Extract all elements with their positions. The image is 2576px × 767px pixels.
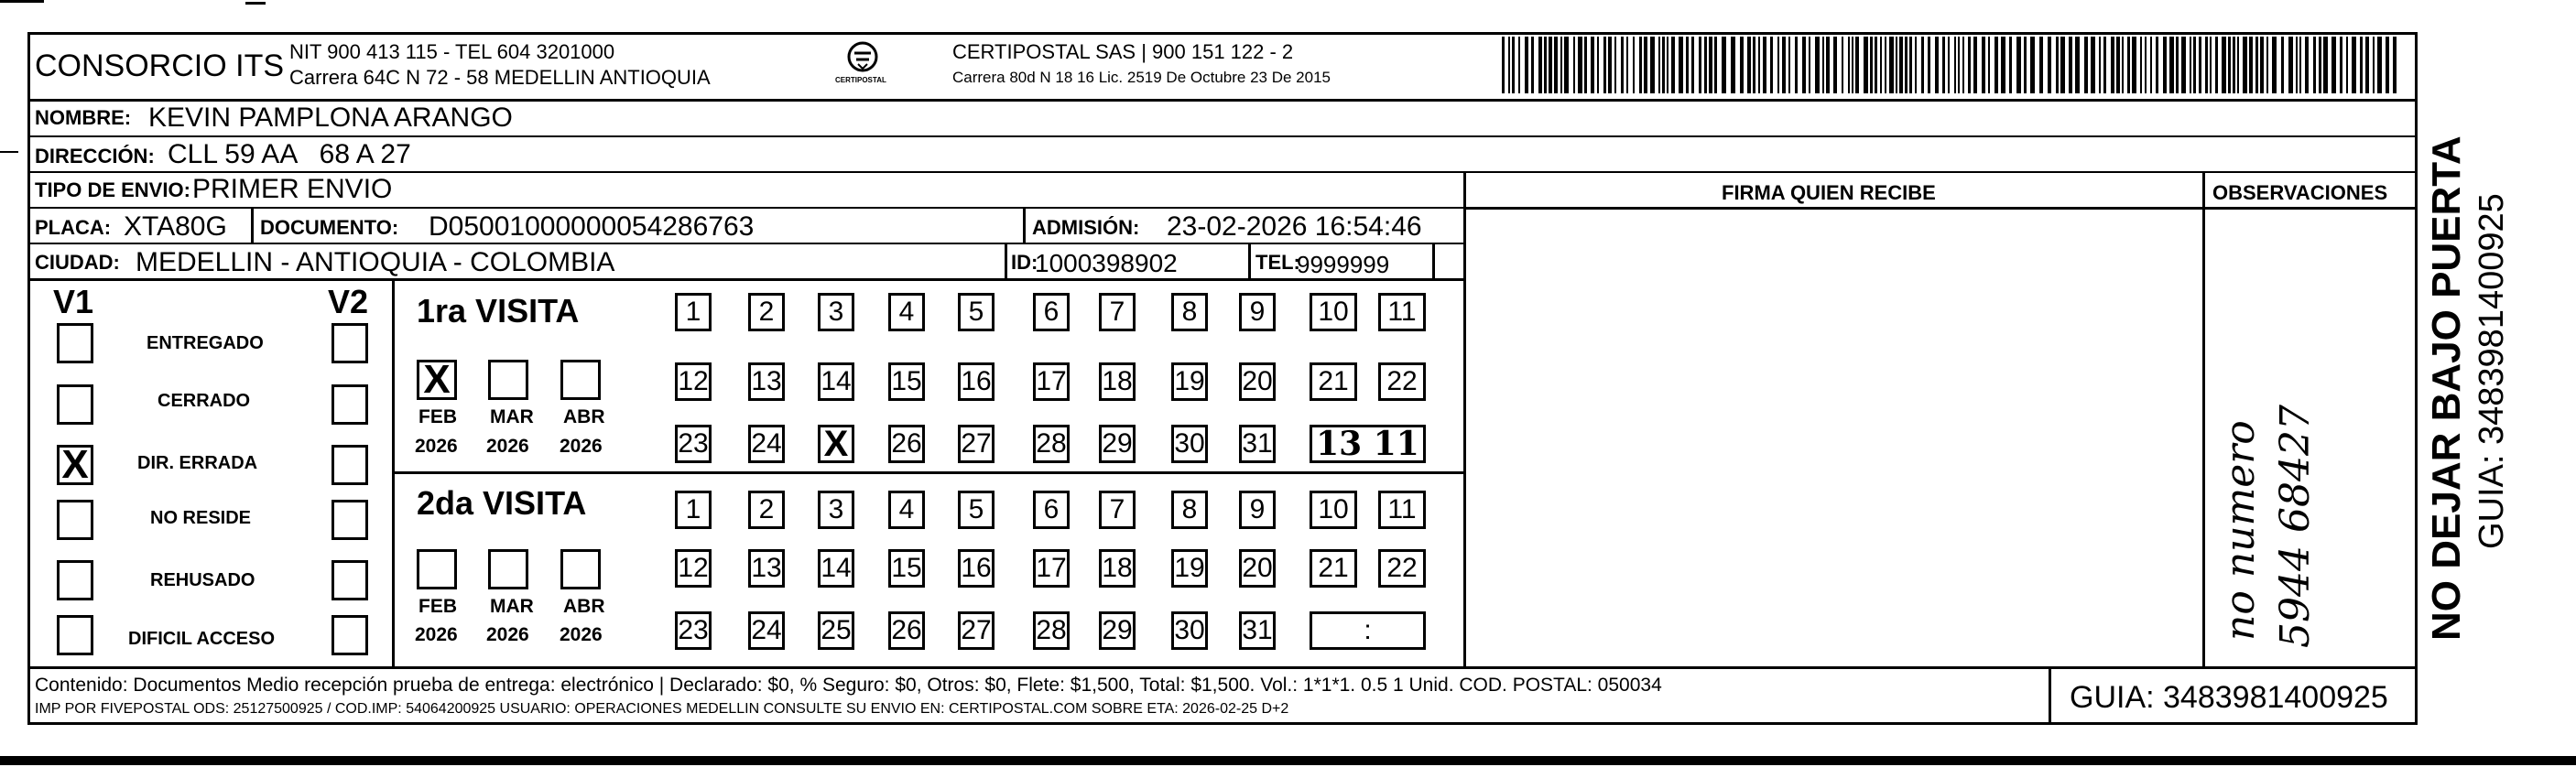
- second-visit-day-22[interactable]: 22: [1378, 549, 1426, 588]
- first-visit-day-26[interactable]: 26: [888, 425, 925, 463]
- status-dificil-acceso-label: DIFICIL ACCESO: [128, 629, 276, 649]
- no-dejar-notice: NO DEJAR BAJO PUERTA: [2424, 135, 2469, 641]
- second-visit-day-19[interactable]: 19: [1171, 549, 1208, 588]
- cell-divider: [1248, 244, 1251, 278]
- tel-value: 9999999: [1297, 251, 1390, 278]
- second-visit-day-20[interactable]: 20: [1239, 549, 1276, 588]
- first-visit-day-6[interactable]: 6: [1033, 293, 1070, 331]
- first-visit-feb-checkbox[interactable]: X: [417, 360, 457, 400]
- first-visit-day-18[interactable]: 18: [1099, 362, 1136, 401]
- first-visit-time-box[interactable]: 13 11: [1310, 425, 1426, 463]
- second-visit-day-15[interactable]: 15: [888, 549, 925, 588]
- corner-mark: [0, 0, 44, 3]
- second-visit-day-28[interactable]: 28: [1033, 611, 1070, 650]
- first-visit-day-29[interactable]: 29: [1099, 425, 1136, 463]
- logo-text: CERTIPOSTAL: [835, 76, 886, 84]
- status-rehusado-label: REHUSADO: [150, 570, 255, 590]
- certipostal-license: Carrera 80d N 18 16 Lic. 2519 De Octubre 23 De 2015: [952, 69, 1331, 86]
- direccion-label: DIRECCIÓN:: [35, 145, 155, 167]
- status-dir-errada-label: DIR. ERRADA: [137, 453, 258, 473]
- v2-dificil-acceso-checkbox[interactable]: [332, 615, 368, 655]
- first-visit-day-30[interactable]: 30: [1171, 425, 1208, 463]
- nombre-value: KEVIN PAMPLONA ARANGO: [148, 103, 513, 133]
- second-visit-day-2[interactable]: 2: [748, 491, 785, 529]
- first-visit-abr-year: 2026: [560, 436, 603, 457]
- second-visit-day-24[interactable]: 24: [748, 611, 785, 650]
- v2-label: V2: [328, 283, 369, 320]
- second-visit-day-4[interactable]: 4: [888, 491, 925, 529]
- tel-label: TEL:: [1255, 251, 1300, 274]
- second-visit-day-7[interactable]: 7: [1099, 491, 1136, 529]
- second-visit-mar-checkbox[interactable]: [488, 549, 528, 589]
- second-visit-day-17[interactable]: 17: [1033, 549, 1070, 588]
- ciudad-value: MEDELLIN - ANTIOQUIA - COLOMBIA: [136, 247, 615, 277]
- first-visit-day-22[interactable]: 22: [1378, 362, 1426, 401]
- frame-top: [27, 32, 2418, 35]
- second-visit-day-30[interactable]: 30: [1171, 611, 1208, 650]
- first-visit-day-12[interactable]: 12: [675, 362, 712, 401]
- first-visit-day-7[interactable]: 7: [1099, 293, 1136, 331]
- second-visit-time-box[interactable]: :: [1310, 611, 1426, 650]
- certipostal-logo: [835, 38, 890, 92]
- observation-line1: no numero: [2217, 420, 2264, 641]
- second-visit-day-5[interactable]: 5: [958, 491, 995, 529]
- column-header-line: [1463, 208, 2418, 210]
- firma-column-left: [1463, 171, 1466, 667]
- nombre-label: NOMBRE:: [35, 106, 132, 129]
- page-bottom-border: [0, 756, 2576, 765]
- first-visit-mar-label: MAR: [490, 406, 534, 427]
- second-visit-title: 2da VISITA: [417, 484, 587, 522]
- status-cerrado-label: CERRADO: [158, 391, 251, 411]
- top-mark: [245, 2, 266, 5]
- first-visit-day-20[interactable]: 20: [1239, 362, 1276, 401]
- first-visit-day-25[interactable]: X: [818, 425, 854, 463]
- second-visit-day-25[interactable]: 25: [818, 611, 854, 650]
- second-visit-day-9[interactable]: 9: [1239, 491, 1276, 529]
- first-visit-mar-checkbox[interactable]: [488, 360, 528, 400]
- first-visit-day-4[interactable]: 4: [888, 293, 925, 331]
- cell-divider: [251, 209, 254, 243]
- second-visit-day-26[interactable]: 26: [888, 611, 925, 650]
- ciudad-label: CIUDAD:: [35, 251, 120, 274]
- first-visit-day-27[interactable]: 27: [958, 425, 995, 463]
- v2-rehusado-checkbox[interactable]: [332, 560, 368, 600]
- second-visit-day-1[interactable]: 1: [675, 491, 712, 529]
- second-visit-day-16[interactable]: 16: [958, 549, 995, 588]
- barcode: [1502, 37, 2399, 93]
- id-label: ID:: [1011, 251, 1038, 274]
- first-visit-feb-year: 2026: [415, 436, 458, 457]
- side-guia: GUIA: 3483981400925: [2473, 193, 2511, 549]
- first-visit-day-5[interactable]: 5: [958, 293, 995, 331]
- second-visit-day-12[interactable]: 12: [675, 549, 712, 588]
- v2-cerrado-checkbox[interactable]: [332, 384, 368, 425]
- second-visit-feb-year: 2026: [415, 624, 458, 645]
- v1-dir-errada-checkbox[interactable]: X: [57, 445, 93, 485]
- footer-divider: [27, 666, 2418, 669]
- certipostal-name: CERTIPOSTAL SAS | 900 151 122 - 2: [952, 40, 1294, 63]
- second-visit-day-18[interactable]: 18: [1099, 549, 1136, 588]
- observation-line2: 5944 68427: [2272, 405, 2319, 648]
- first-visit-feb-label: FEB: [418, 406, 457, 427]
- second-visit-day-21[interactable]: 21: [1310, 549, 1357, 588]
- row-line: [27, 135, 2418, 137]
- id-value: 1000398902: [1035, 249, 1178, 277]
- second-visit-day-6[interactable]: 6: [1033, 491, 1070, 529]
- first-visit-day-19[interactable]: 19: [1171, 362, 1208, 401]
- v2-dir-errada-checkbox[interactable]: [332, 445, 368, 485]
- first-visit-day-3[interactable]: 3: [818, 293, 854, 331]
- v1-no-reside-checkbox[interactable]: [57, 500, 93, 540]
- first-visit-day-16[interactable]: 16: [958, 362, 995, 401]
- direccion-value: CLL 59 AA 68 A 27: [168, 139, 411, 169]
- first-visit-day-24[interactable]: 24: [748, 425, 785, 463]
- tipo-envio-value: PRIMER ENVIO: [192, 174, 393, 204]
- first-visit-day-15[interactable]: 15: [888, 362, 925, 401]
- company-address: Carrera 64C N 72 - 58 MEDELLIN ANTIOQUIA: [289, 66, 711, 89]
- first-visit-title: 1ra VISITA: [417, 292, 580, 329]
- footer-guia: GUIA: 3483981400925: [2070, 680, 2388, 715]
- placa-value: XTA80G: [124, 211, 227, 242]
- second-visit-day-27[interactable]: 27: [958, 611, 995, 650]
- second-visit-day-10[interactable]: 10: [1310, 491, 1357, 529]
- documento-value: D05001000000054286763: [429, 211, 755, 242]
- header-divider: [27, 99, 2418, 102]
- second-visit-abr-label: ABR: [563, 596, 605, 617]
- v1-entregado-checkbox[interactable]: [57, 323, 93, 363]
- tipo-envio-label: TIPO DE ENVIO:: [35, 178, 190, 201]
- status-entregado-label: ENTREGADO: [147, 333, 264, 353]
- frame-bottom: [27, 722, 2418, 725]
- row-line: [27, 278, 1465, 281]
- first-visit-day-14[interactable]: 14: [818, 362, 854, 401]
- row-line: [27, 171, 2418, 173]
- observaciones-column-left: [2202, 171, 2205, 667]
- v1-dificil-acceso-checkbox[interactable]: [57, 615, 93, 655]
- v2-entregado-checkbox[interactable]: [332, 323, 368, 363]
- company-name: CONSORCIO ITS: [35, 49, 285, 83]
- cell-divider: [1005, 244, 1007, 278]
- second-visit-day-23[interactable]: 23: [675, 611, 712, 650]
- v1-rehusado-checkbox[interactable]: [57, 560, 93, 600]
- status-no-reside-label: NO RESIDE: [150, 508, 252, 528]
- second-visit-day-8[interactable]: 8: [1171, 491, 1208, 529]
- first-visit-day-8[interactable]: 8: [1171, 293, 1208, 331]
- cell-divider: [1023, 209, 1026, 243]
- first-visit-day-21[interactable]: 21: [1310, 362, 1357, 401]
- v1-label: V1: [53, 283, 94, 320]
- side-mark: [0, 151, 18, 153]
- first-visit-day-13[interactable]: 13: [748, 362, 785, 401]
- second-visit-feb-label: FEB: [418, 596, 457, 617]
- first-visit-abr-checkbox[interactable]: [560, 360, 601, 400]
- second-visit-day-11[interactable]: 11: [1378, 491, 1426, 529]
- second-visit-abr-year: 2026: [560, 624, 603, 645]
- cell-divider: [1432, 244, 1435, 278]
- first-visit-day-11[interactable]: 11: [1378, 293, 1426, 331]
- second-visit-day-29[interactable]: 29: [1099, 611, 1136, 650]
- first-visit-abr-label: ABR: [563, 406, 605, 427]
- v1-cerrado-checkbox[interactable]: [57, 384, 93, 425]
- second-visit-feb-checkbox[interactable]: [417, 549, 457, 589]
- second-visit-abr-checkbox[interactable]: [560, 549, 601, 589]
- second-visit-day-3[interactable]: 3: [818, 491, 854, 529]
- first-visit-day-1[interactable]: 1: [675, 293, 712, 331]
- footer-contenido: Contenido: Documentos Medio recepción prueba de entrega: electrónico | Declarado: $0, % Seguro: $0, Otros: $0, Flete: $1,500, Total: $1,500. Vol.: 1*1*1. 0.5 1 Unid. COD. POSTAL: 050034: [35, 675, 1662, 696]
- first-visit-day-31[interactable]: 31: [1239, 425, 1276, 463]
- placa-label: PLACA:: [35, 216, 112, 239]
- admision-label: ADMISIÓN:: [1032, 216, 1140, 239]
- second-visit-mar-year: 2026: [486, 624, 529, 645]
- admision-value: 23-02-2026 16:54:46: [1167, 211, 1422, 242]
- first-visit-day-17[interactable]: 17: [1033, 362, 1070, 401]
- first-visit-day-23[interactable]: 23: [675, 425, 712, 463]
- v2-no-reside-checkbox[interactable]: [332, 500, 368, 540]
- observaciones-header: OBSERVACIONES: [2212, 181, 2388, 204]
- second-visit-day-14[interactable]: 14: [818, 549, 854, 588]
- firma-header: FIRMA QUIEN RECIBE: [1722, 181, 1936, 204]
- first-visit-day-9[interactable]: 9: [1239, 293, 1276, 331]
- second-visit-day-31[interactable]: 31: [1239, 611, 1276, 650]
- footer-imp: IMP POR FIVEPOSTAL ODS: 25127500925 / COD.IMP: 54064200925 USUARIO: OPERACIONES MEDELLIN CONSULTE SU ENVIO EN: CERTIPOSTAL.COM SOBRE ETA: 2026-02-25 D+2: [35, 701, 1289, 717]
- first-visit-mar-year: 2026: [486, 436, 529, 457]
- first-visit-day-2[interactable]: 2: [748, 293, 785, 331]
- visit-divider: [393, 471, 1464, 474]
- documento-label: DOCUMENTO:: [260, 216, 399, 239]
- first-visit-day-10[interactable]: 10: [1310, 293, 1357, 331]
- second-visit-day-13[interactable]: 13: [748, 549, 785, 588]
- footer-guia-divider: [2049, 667, 2051, 724]
- company-nit: NIT 900 413 115 - TEL 604 3201000: [289, 40, 615, 63]
- second-visit-mar-label: MAR: [490, 596, 534, 617]
- first-visit-day-28[interactable]: 28: [1033, 425, 1070, 463]
